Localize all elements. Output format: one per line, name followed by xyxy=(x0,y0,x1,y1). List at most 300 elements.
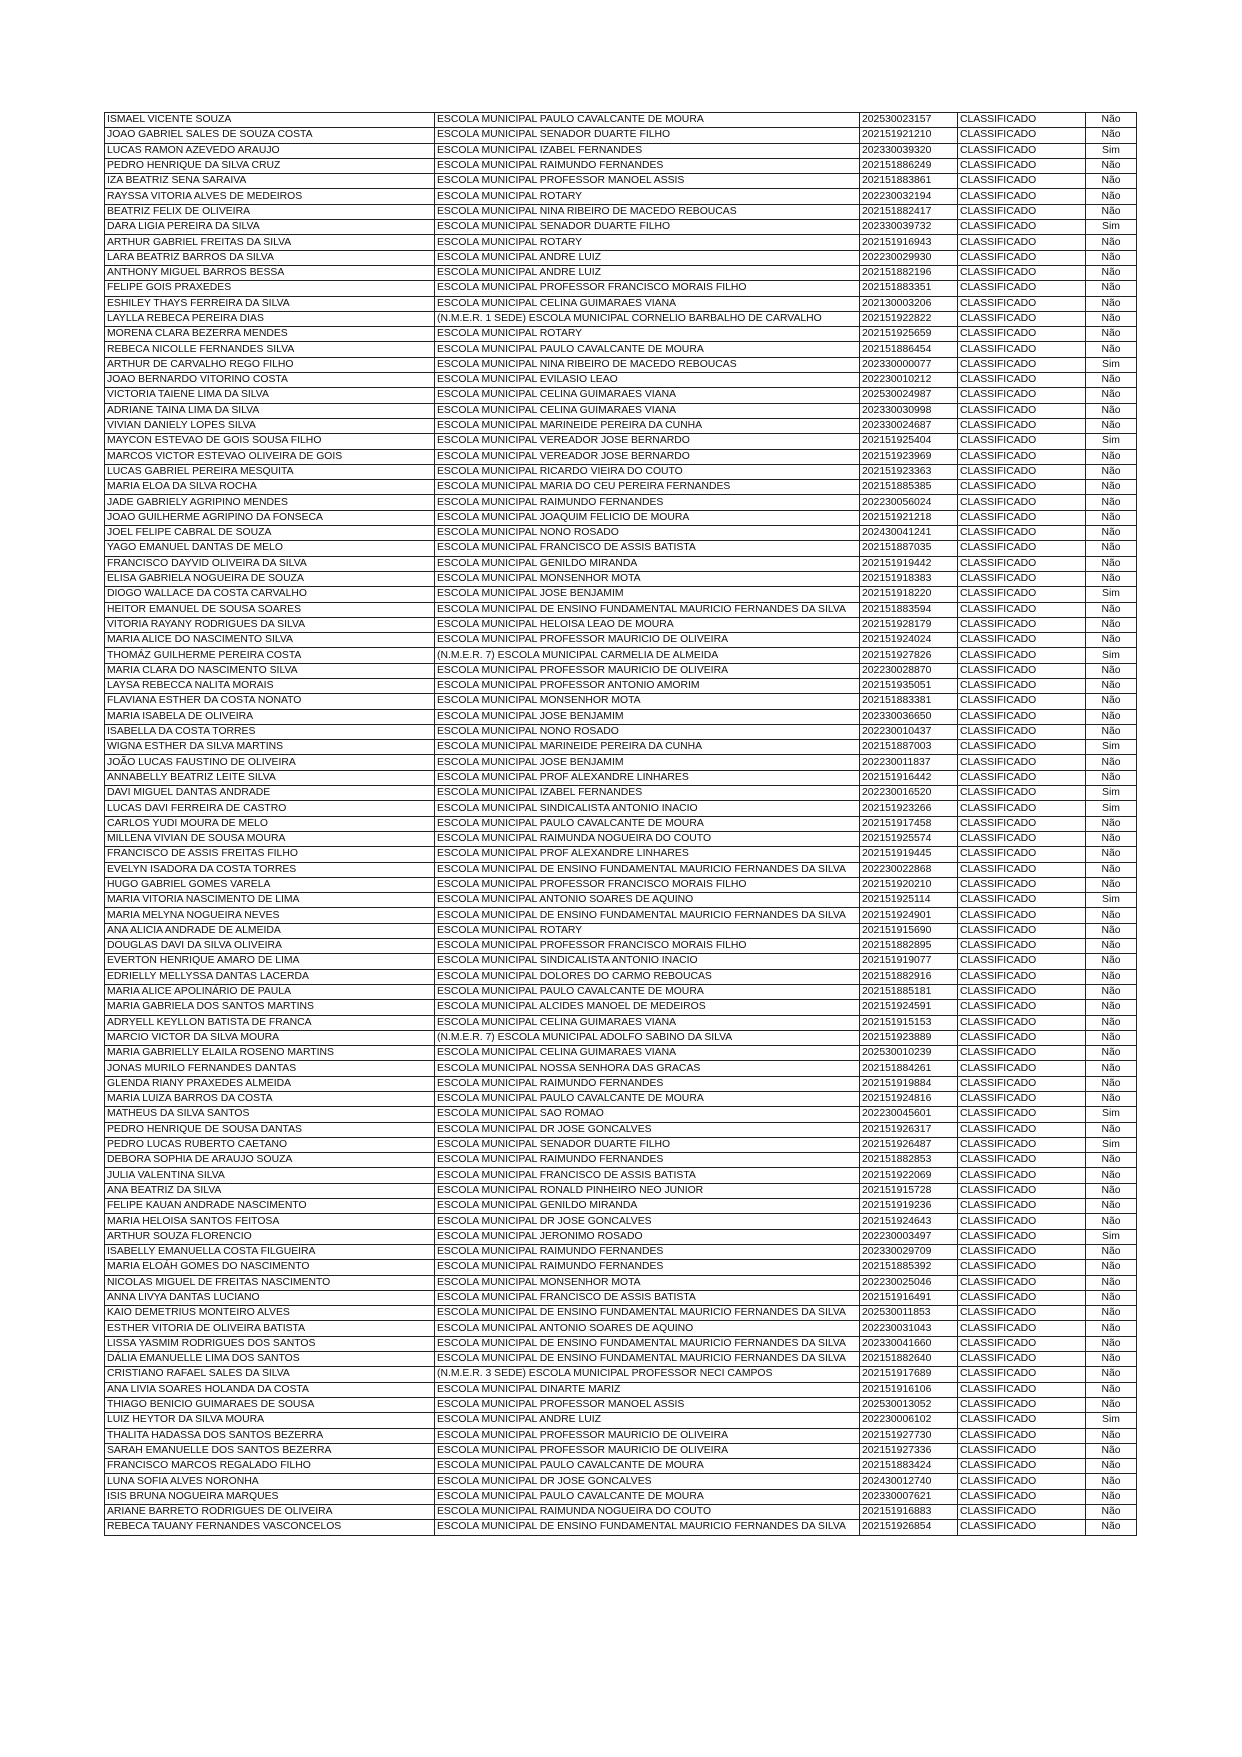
table-row xyxy=(105,877,1137,892)
registration-number-cell: 202151887003 xyxy=(860,740,958,755)
school-name-cell: ESCOLA MUNICIPAL ROTARY xyxy=(435,189,860,204)
registration-number-cell: 202151887035 xyxy=(860,541,958,556)
flag-cell: Não xyxy=(1086,1306,1137,1321)
flag-cell: Sim xyxy=(1086,893,1137,908)
status-cell: CLASSIFICADO xyxy=(958,1061,1086,1076)
registration-number-cell: 202230022868 xyxy=(860,862,958,877)
status-cell: CLASSIFICADO xyxy=(958,755,1086,770)
registration-number-cell: 202151923969 xyxy=(860,449,958,464)
flag-cell: Não xyxy=(1086,1474,1137,1489)
student-name-cell: JOEL FELIPE CABRAL DE SOUZA xyxy=(105,526,435,541)
school-name-cell: ESCOLA MUNICIPAL PROFESSOR MANOEL ASSIS xyxy=(435,1397,860,1412)
school-name-cell: ESCOLA MUNICIPAL DOLORES DO CARMO REBOUCAS xyxy=(435,969,860,984)
registration-number-cell: 202430041241 xyxy=(860,526,958,541)
registration-number-cell: 202151935051 xyxy=(860,678,958,693)
table-row xyxy=(105,939,1137,954)
student-name-cell: DIOGO WALLACE DA COSTA CARVALHO xyxy=(105,587,435,602)
school-name-cell: ESCOLA MUNICIPAL ROTARY xyxy=(435,327,860,342)
registration-number-cell: 202230025046 xyxy=(860,1275,958,1290)
table-row xyxy=(105,250,1137,265)
flag-cell: Não xyxy=(1086,862,1137,877)
school-name-cell: ESCOLA MUNICIPAL DINARTE MARIZ xyxy=(435,1382,860,1397)
school-name-cell: ESCOLA MUNICIPAL DR JOSE GONCALVES xyxy=(435,1214,860,1229)
registration-number-cell: 202151915690 xyxy=(860,923,958,938)
school-name-cell: ESCOLA MUNICIPAL VEREADOR JOSE BERNARDO xyxy=(435,449,860,464)
registration-number-cell: 202151917458 xyxy=(860,816,958,831)
table-row xyxy=(105,1428,1137,1443)
registration-number-cell: 202151922822 xyxy=(860,311,958,326)
flag-cell: Não xyxy=(1086,1183,1137,1198)
table-row xyxy=(105,908,1137,923)
school-name-cell: ESCOLA MUNICIPAL SENADOR DUARTE FILHO xyxy=(435,128,860,143)
student-name-cell: ANTHONY MIGUEL BARROS BESSA xyxy=(105,265,435,280)
status-cell: CLASSIFICADO xyxy=(958,816,1086,831)
school-name-cell: ESCOLA MUNICIPAL JOAQUIM FELICIO DE MOURA xyxy=(435,510,860,525)
student-name-cell: DARA LIGIA PEREIRA DA SILVA xyxy=(105,220,435,235)
status-cell: CLASSIFICADO xyxy=(958,663,1086,678)
registration-number-cell: 202151922069 xyxy=(860,1168,958,1183)
student-name-cell: MARIA ALICE DO NASCIMENTO SILVA xyxy=(105,633,435,648)
school-name-cell: ESCOLA MUNICIPAL GENILDO MIRANDA xyxy=(435,1199,860,1214)
registration-number-cell: 202230010437 xyxy=(860,724,958,739)
registration-number-cell: 202330036650 xyxy=(860,709,958,724)
table-row xyxy=(105,1352,1137,1367)
student-name-cell: JOAO GUILHERME AGRIPINO DA FONSECA xyxy=(105,510,435,525)
student-name-cell: ANNA LIVYA DANTAS LUCIANO xyxy=(105,1290,435,1305)
school-name-cell: ESCOLA MUNICIPAL DE ENSINO FUNDAMENTAL MAURICIO FERNANDES DA SILVA xyxy=(435,908,860,923)
status-cell: CLASSIFICADO xyxy=(958,113,1086,128)
results-table xyxy=(104,112,1137,1536)
table-row xyxy=(105,1092,1137,1107)
student-name-cell: ANA BEATRIZ DA SILVA xyxy=(105,1183,435,1198)
registration-number-cell: 202530013052 xyxy=(860,1397,958,1412)
status-cell: CLASSIFICADO xyxy=(958,1367,1086,1382)
flag-cell: Não xyxy=(1086,1061,1137,1076)
registration-number-cell: 202151882640 xyxy=(860,1352,958,1367)
table-row xyxy=(105,220,1137,235)
student-name-cell: LUCAS GABRIEL PEREIRA MESQUITA xyxy=(105,464,435,479)
student-name-cell: MARIA MELYNA NOGUEIRA NEVES xyxy=(105,908,435,923)
student-name-cell: JOAO GABRIEL SALES DE SOUZA COSTA xyxy=(105,128,435,143)
flag-cell: Não xyxy=(1086,709,1137,724)
table-row xyxy=(105,1046,1137,1061)
status-cell: CLASSIFICADO xyxy=(958,847,1086,862)
registration-number-cell: 202151917689 xyxy=(860,1367,958,1382)
status-cell: CLASSIFICADO xyxy=(958,174,1086,189)
school-name-cell: ESCOLA MUNICIPAL EVILASIO LEAO xyxy=(435,373,860,388)
registration-number-cell: 202151924591 xyxy=(860,1000,958,1015)
status-cell: CLASSIFICADO xyxy=(958,1275,1086,1290)
school-name-cell: ESCOLA MUNICIPAL PROF ALEXANDRE LINHARES xyxy=(435,847,860,862)
registration-number-cell: 202151927336 xyxy=(860,1443,958,1458)
flag-cell: Não xyxy=(1086,1168,1137,1183)
school-name-cell: (N.M.E.R. 7) ESCOLA MUNICIPAL ADOLFO SABINO DA SILVA xyxy=(435,1030,860,1045)
flag-cell: Não xyxy=(1086,1015,1137,1030)
registration-number-cell: 202151919077 xyxy=(860,954,958,969)
student-name-cell: ISABELLA DA COSTA TORRES xyxy=(105,724,435,739)
registration-number-cell: 202151923363 xyxy=(860,464,958,479)
flag-cell: Não xyxy=(1086,678,1137,693)
student-name-cell: REBECA TAUANY FERNANDES VASCONCELOS xyxy=(105,1520,435,1535)
flag-cell: Não xyxy=(1086,1153,1137,1168)
school-name-cell: ESCOLA MUNICIPAL PAULO CAVALCANTE DE MOURA xyxy=(435,1092,860,1107)
table-row xyxy=(105,1153,1137,1168)
flag-cell: Sim xyxy=(1086,434,1137,449)
table-row xyxy=(105,1336,1137,1351)
status-cell: CLASSIFICADO xyxy=(958,1000,1086,1015)
student-name-cell: IZA BEATRIZ SENA SARAIVA xyxy=(105,174,435,189)
flag-cell: Não xyxy=(1086,969,1137,984)
registration-number-cell: 202230056024 xyxy=(860,495,958,510)
status-cell: CLASSIFICADO xyxy=(958,1459,1086,1474)
status-cell: CLASSIFICADO xyxy=(958,1489,1086,1504)
flag-cell: Não xyxy=(1086,694,1137,709)
flag-cell: Não xyxy=(1086,663,1137,678)
table-row xyxy=(105,923,1137,938)
status-cell: CLASSIFICADO xyxy=(958,1076,1086,1091)
table-row xyxy=(105,556,1137,571)
student-name-cell: MARIA ELOA DA SILVA ROCHA xyxy=(105,480,435,495)
status-cell: CLASSIFICADO xyxy=(958,1199,1086,1214)
flag-cell: Sim xyxy=(1086,357,1137,372)
school-name-cell: ESCOLA MUNICIPAL PROFESSOR FRANCISCO MORAIS FILHO xyxy=(435,281,860,296)
table-row xyxy=(105,434,1137,449)
student-name-cell: YAGO EMANUEL DANTAS DE MELO xyxy=(105,541,435,556)
student-name-cell: JOAO BERNARDO VITORINO COSTA xyxy=(105,373,435,388)
student-name-cell: FRANCISCO DAYVID OLIVEIRA DA SILVA xyxy=(105,556,435,571)
flag-cell: Sim xyxy=(1086,1137,1137,1152)
school-name-cell: ESCOLA MUNICIPAL MARINEIDE PEREIRA DA CUNHA xyxy=(435,740,860,755)
table-row xyxy=(105,893,1137,908)
student-name-cell: MARIA CLARA DO NASCIMENTO SILVA xyxy=(105,663,435,678)
registration-number-cell: 202151884261 xyxy=(860,1061,958,1076)
student-name-cell: MARIA LUIZA BARROS DA COSTA xyxy=(105,1092,435,1107)
registration-number-cell: 202230006102 xyxy=(860,1413,958,1428)
registration-number-cell: 202530011853 xyxy=(860,1306,958,1321)
table-row xyxy=(105,265,1137,280)
flag-cell: Sim xyxy=(1086,143,1137,158)
flag-cell: Não xyxy=(1086,449,1137,464)
table-row xyxy=(105,1260,1137,1275)
student-name-cell: NICOLAS MIGUEL DE FREITAS NASCIMENTO xyxy=(105,1275,435,1290)
registration-number-cell: 202151883424 xyxy=(860,1459,958,1474)
registration-number-cell: 202230029930 xyxy=(860,250,958,265)
table-row xyxy=(105,357,1137,372)
status-cell: CLASSIFICADO xyxy=(958,1474,1086,1489)
flag-cell: Não xyxy=(1086,877,1137,892)
table-row xyxy=(105,1474,1137,1489)
table-row xyxy=(105,954,1137,969)
registration-number-cell: 202151925114 xyxy=(860,893,958,908)
table-row xyxy=(105,480,1137,495)
school-name-cell: ESCOLA MUNICIPAL ROTARY xyxy=(435,235,860,250)
flag-cell: Não xyxy=(1086,311,1137,326)
registration-number-cell: 202230031043 xyxy=(860,1321,958,1336)
school-name-cell: ESCOLA MUNICIPAL RAIMUNDA NOGUEIRA DO COUTO xyxy=(435,1505,860,1520)
student-name-cell: RAYSSA VITORIA ALVES DE MEDEIROS xyxy=(105,189,435,204)
flag-cell: Não xyxy=(1086,1321,1137,1336)
school-name-cell: ESCOLA MUNICIPAL VEREADOR JOSE BERNARDO xyxy=(435,434,860,449)
school-name-cell: ESCOLA MUNICIPAL RICARDO VIEIRA DO COUTO xyxy=(435,464,860,479)
flag-cell: Não xyxy=(1086,250,1137,265)
school-name-cell: ESCOLA MUNICIPAL RAIMUNDO FERNANDES xyxy=(435,1260,860,1275)
status-cell: CLASSIFICADO xyxy=(958,1306,1086,1321)
table-row xyxy=(105,694,1137,709)
table-row xyxy=(105,1168,1137,1183)
school-name-cell: ESCOLA MUNICIPAL JERONIMO ROSADO xyxy=(435,1229,860,1244)
student-name-cell: MILLENA VIVIAN DE SOUSA MOURA xyxy=(105,831,435,846)
flag-cell: Sim xyxy=(1086,648,1137,663)
status-cell: CLASSIFICADO xyxy=(958,128,1086,143)
student-name-cell: LARA BEATRIZ BARROS DA SILVA xyxy=(105,250,435,265)
flag-cell: Não xyxy=(1086,954,1137,969)
registration-number-cell: 202530024987 xyxy=(860,388,958,403)
status-cell: CLASSIFICADO xyxy=(958,1030,1086,1045)
student-name-cell: MARIA ELOÁH GOMES DO NASCIMENTO xyxy=(105,1260,435,1275)
student-name-cell: MARIA HELOISA SANTOS FEITOSA xyxy=(105,1214,435,1229)
registration-number-cell: 202151924901 xyxy=(860,908,958,923)
status-cell: CLASSIFICADO xyxy=(958,923,1086,938)
status-cell: CLASSIFICADO xyxy=(958,939,1086,954)
flag-cell: Não xyxy=(1086,296,1137,311)
student-name-cell: VITORIA RAYANY RODRIGUES DA SILVA xyxy=(105,617,435,632)
school-name-cell: ESCOLA MUNICIPAL SINDICALISTA ANTONIO INACIO xyxy=(435,954,860,969)
school-name-cell: ESCOLA MUNICIPAL CELINA GUIMARAES VIANA xyxy=(435,296,860,311)
table-row xyxy=(105,373,1137,388)
registration-number-cell: 202151924024 xyxy=(860,633,958,648)
flag-cell: Sim xyxy=(1086,786,1137,801)
flag-cell: Não xyxy=(1086,403,1137,418)
flag-cell: Não xyxy=(1086,1000,1137,1015)
school-name-cell: ESCOLA MUNICIPAL JOSE BENJAMIM xyxy=(435,755,860,770)
school-name-cell: ESCOLA MUNICIPAL RAIMUNDO FERNANDES xyxy=(435,495,860,510)
student-name-cell: THALITA HADASSA DOS SANTOS BEZERRA xyxy=(105,1428,435,1443)
status-cell: CLASSIFICADO xyxy=(958,1092,1086,1107)
flag-cell: Não xyxy=(1086,1275,1137,1290)
student-name-cell: GLENDA RIANY PRAXEDES ALMEIDA xyxy=(105,1076,435,1091)
status-cell: CLASSIFICADO xyxy=(958,571,1086,586)
status-cell: CLASSIFICADO xyxy=(958,1382,1086,1397)
school-name-cell: ESCOLA MUNICIPAL ANDRE LUIZ xyxy=(435,1413,860,1428)
flag-cell: Não xyxy=(1086,571,1137,586)
registration-number-cell: 202151885392 xyxy=(860,1260,958,1275)
table-row xyxy=(105,571,1137,586)
flag-cell: Não xyxy=(1086,1260,1137,1275)
table-row xyxy=(105,113,1137,128)
registration-number-cell: 202230011837 xyxy=(860,755,958,770)
flag-cell: Não xyxy=(1086,1336,1137,1351)
student-name-cell: ANA ALICIA ANDRADE DE ALMEIDA xyxy=(105,923,435,938)
flag-cell: Sim xyxy=(1086,801,1137,816)
status-cell: CLASSIFICADO xyxy=(958,388,1086,403)
flag-cell: Não xyxy=(1086,755,1137,770)
school-name-cell: ESCOLA MUNICIPAL FRANCISCO DE ASSIS BATISTA xyxy=(435,1290,860,1305)
student-name-cell: ESTHER VITORIA DE OLIVEIRA BATISTA xyxy=(105,1321,435,1336)
registration-number-cell: 202151919442 xyxy=(860,556,958,571)
registration-number-cell: 202151918220 xyxy=(860,587,958,602)
status-cell: CLASSIFICADO xyxy=(958,281,1086,296)
flag-cell: Não xyxy=(1086,418,1137,433)
status-cell: CLASSIFICADO xyxy=(958,1046,1086,1061)
table-row xyxy=(105,740,1137,755)
status-cell: CLASSIFICADO xyxy=(958,831,1086,846)
registration-number-cell: 202151919236 xyxy=(860,1199,958,1214)
flag-cell: Não xyxy=(1086,602,1137,617)
school-name-cell: ESCOLA MUNICIPAL NINA RIBEIRO DE MACEDO REBOUCAS xyxy=(435,357,860,372)
table-row xyxy=(105,281,1137,296)
flag-cell: Não xyxy=(1086,1367,1137,1382)
student-name-cell: PEDRO HENRIQUE DE SOUSA DANTAS xyxy=(105,1122,435,1137)
registration-number-cell: 202530010239 xyxy=(860,1046,958,1061)
table-row xyxy=(105,296,1137,311)
registration-number-cell: 202151916943 xyxy=(860,235,958,250)
student-name-cell: FELIPE KAUAN ANDRADE NASCIMENTO xyxy=(105,1199,435,1214)
table-row xyxy=(105,816,1137,831)
table-row xyxy=(105,755,1137,770)
table-row xyxy=(105,1076,1137,1091)
school-name-cell: ESCOLA MUNICIPAL CELINA GUIMARAES VIANA xyxy=(435,1046,860,1061)
flag-cell: Sim xyxy=(1086,1229,1137,1244)
status-cell: CLASSIFICADO xyxy=(958,327,1086,342)
school-name-cell: ESCOLA MUNICIPAL JOSE BENJAMIM xyxy=(435,709,860,724)
school-name-cell: ESCOLA MUNICIPAL ANTONIO SOARES DE AQUINO xyxy=(435,893,860,908)
registration-number-cell: 202151921210 xyxy=(860,128,958,143)
school-name-cell: ESCOLA MUNICIPAL PROFESSOR FRANCISCO MORAIS FILHO xyxy=(435,939,860,954)
student-name-cell: KAIO DEMETRIUS MONTEIRO ALVES xyxy=(105,1306,435,1321)
student-name-cell: ANNABELLY BEATRIZ LEITE SILVA xyxy=(105,770,435,785)
table-row xyxy=(105,1489,1137,1504)
table-row xyxy=(105,1306,1137,1321)
flag-cell: Não xyxy=(1086,1382,1137,1397)
flag-cell: Sim xyxy=(1086,587,1137,602)
student-name-cell: FELIPE GOIS PRAXEDES xyxy=(105,281,435,296)
table-row xyxy=(105,724,1137,739)
table-row xyxy=(105,1397,1137,1412)
table-row xyxy=(105,1107,1137,1122)
student-name-cell: JULIA VALENTINA SILVA xyxy=(105,1168,435,1183)
status-cell: CLASSIFICADO xyxy=(958,801,1086,816)
status-cell: CLASSIFICADO xyxy=(958,908,1086,923)
table-row xyxy=(105,510,1137,525)
school-name-cell: ESCOLA MUNICIPAL HELOISA LEAO DE MOURA xyxy=(435,617,860,632)
flag-cell: Não xyxy=(1086,724,1137,739)
student-name-cell: EDRIELLY MELLYSSA DANTAS LACERDA xyxy=(105,969,435,984)
registration-number-cell: 202151925659 xyxy=(860,327,958,342)
flag-cell: Não xyxy=(1086,1443,1137,1458)
registration-number-cell: 202330000077 xyxy=(860,357,958,372)
results-table-body xyxy=(105,113,1137,1536)
status-cell: CLASSIFICADO xyxy=(958,158,1086,173)
student-name-cell: JONAS MURILO FERNANDES DANTAS xyxy=(105,1061,435,1076)
flag-cell: Não xyxy=(1086,1459,1137,1474)
school-name-cell: ESCOLA MUNICIPAL SENADOR DUARTE FILHO xyxy=(435,1137,860,1152)
status-cell: CLASSIFICADO xyxy=(958,220,1086,235)
status-cell: CLASSIFICADO xyxy=(958,480,1086,495)
student-name-cell: REBECA NICOLLE FERNANDES SILVA xyxy=(105,342,435,357)
registration-number-cell: 202151921218 xyxy=(860,510,958,525)
table-row xyxy=(105,464,1137,479)
registration-number-cell: 202151919884 xyxy=(860,1076,958,1091)
student-name-cell: EVELYN ISADORA DA COSTA TORRES xyxy=(105,862,435,877)
registration-number-cell: 202151927826 xyxy=(860,648,958,663)
status-cell: CLASSIFICADO xyxy=(958,740,1086,755)
school-name-cell: ESCOLA MUNICIPAL FRANCISCO DE ASSIS BATISTA xyxy=(435,1168,860,1183)
status-cell: CLASSIFICADO xyxy=(958,1260,1086,1275)
registration-number-cell: 202151923889 xyxy=(860,1030,958,1045)
school-name-cell: ESCOLA MUNICIPAL GENILDO MIRANDA xyxy=(435,556,860,571)
flag-cell: Sim xyxy=(1086,740,1137,755)
status-cell: CLASSIFICADO xyxy=(958,1244,1086,1259)
school-name-cell: ESCOLA MUNICIPAL PAULO CAVALCANTE DE MOURA xyxy=(435,113,860,128)
registration-number-cell: 202330041660 xyxy=(860,1336,958,1351)
school-name-cell: ESCOLA MUNICIPAL DR JOSE GONCALVES xyxy=(435,1122,860,1137)
student-name-cell: FRANCISCO DE ASSIS FREITAS FILHO xyxy=(105,847,435,862)
student-name-cell: ARTHUR DE CARVALHO REGO FILHO xyxy=(105,357,435,372)
school-name-cell: ESCOLA MUNICIPAL SINDICALISTA ANTONIO INACIO xyxy=(435,801,860,816)
student-name-cell: MORENA CLARA BEZERRA MENDES xyxy=(105,327,435,342)
table-row xyxy=(105,1505,1137,1520)
student-name-cell: SARAH EMANUELLE DOS SANTOS BEZERRA xyxy=(105,1443,435,1458)
student-name-cell: MARIA VITORIA NASCIMENTO DE LIMA xyxy=(105,893,435,908)
status-cell: CLASSIFICADO xyxy=(958,311,1086,326)
flag-cell: Não xyxy=(1086,816,1137,831)
table-row xyxy=(105,1413,1137,1428)
registration-number-cell: 202151925404 xyxy=(860,434,958,449)
flag-cell: Não xyxy=(1086,908,1137,923)
student-name-cell: JOÃO LUCAS FAUSTINO DE OLIVEIRA xyxy=(105,755,435,770)
status-cell: CLASSIFICADO xyxy=(958,357,1086,372)
flag-cell: Não xyxy=(1086,1428,1137,1443)
status-cell: CLASSIFICADO xyxy=(958,1505,1086,1520)
school-name-cell: ESCOLA MUNICIPAL CELINA GUIMARAES VIANA xyxy=(435,1015,860,1030)
student-name-cell: LUNA SOFIA ALVES NORONHA xyxy=(105,1474,435,1489)
table-row xyxy=(105,449,1137,464)
school-name-cell: ESCOLA MUNICIPAL PROF ALEXANDRE LINHARES xyxy=(435,770,860,785)
flag-cell: Não xyxy=(1086,1489,1137,1504)
status-cell: CLASSIFICADO xyxy=(958,1153,1086,1168)
status-cell: CLASSIFICADO xyxy=(958,418,1086,433)
registration-number-cell: 202151915153 xyxy=(860,1015,958,1030)
student-name-cell: ISABELLY EMANUELLA COSTA FILGUEIRA xyxy=(105,1244,435,1259)
flag-cell: Não xyxy=(1086,526,1137,541)
registration-number-cell: 202151919445 xyxy=(860,847,958,862)
table-row xyxy=(105,1214,1137,1229)
student-name-cell: MARIA GABRIELLY ELAILA ROSENO MARTINS xyxy=(105,1046,435,1061)
school-name-cell: ESCOLA MUNICIPAL FRANCISCO DE ASSIS BATISTA xyxy=(435,541,860,556)
flag-cell: Não xyxy=(1086,174,1137,189)
flag-cell: Não xyxy=(1086,373,1137,388)
student-name-cell: MARIA ALICE APOLINÁRIO DE PAULA xyxy=(105,984,435,999)
status-cell: CLASSIFICADO xyxy=(958,403,1086,418)
registration-number-cell: 202330024687 xyxy=(860,418,958,433)
registration-number-cell: 202151882895 xyxy=(860,939,958,954)
student-name-cell: PEDRO LUCAS RUBERTO CAETANO xyxy=(105,1137,435,1152)
status-cell: CLASSIFICADO xyxy=(958,373,1086,388)
registration-number-cell: 202151886249 xyxy=(860,158,958,173)
table-row xyxy=(105,847,1137,862)
registration-number-cell: 202230032194 xyxy=(860,189,958,204)
table-row xyxy=(105,709,1137,724)
table-row xyxy=(105,541,1137,556)
table-row xyxy=(105,418,1137,433)
student-name-cell: VIVIAN DANIELY LOPES SILVA xyxy=(105,418,435,433)
table-row xyxy=(105,1443,1137,1458)
registration-number-cell: 202151883861 xyxy=(860,174,958,189)
school-name-cell: ESCOLA MUNICIPAL IZABEL FERNANDES xyxy=(435,143,860,158)
school-name-cell: ESCOLA MUNICIPAL PAULO CAVALCANTE DE MOURA xyxy=(435,1489,860,1504)
table-row xyxy=(105,1030,1137,1045)
student-name-cell: MARIA GABRIELA DOS SANTOS MARTINS xyxy=(105,1000,435,1015)
